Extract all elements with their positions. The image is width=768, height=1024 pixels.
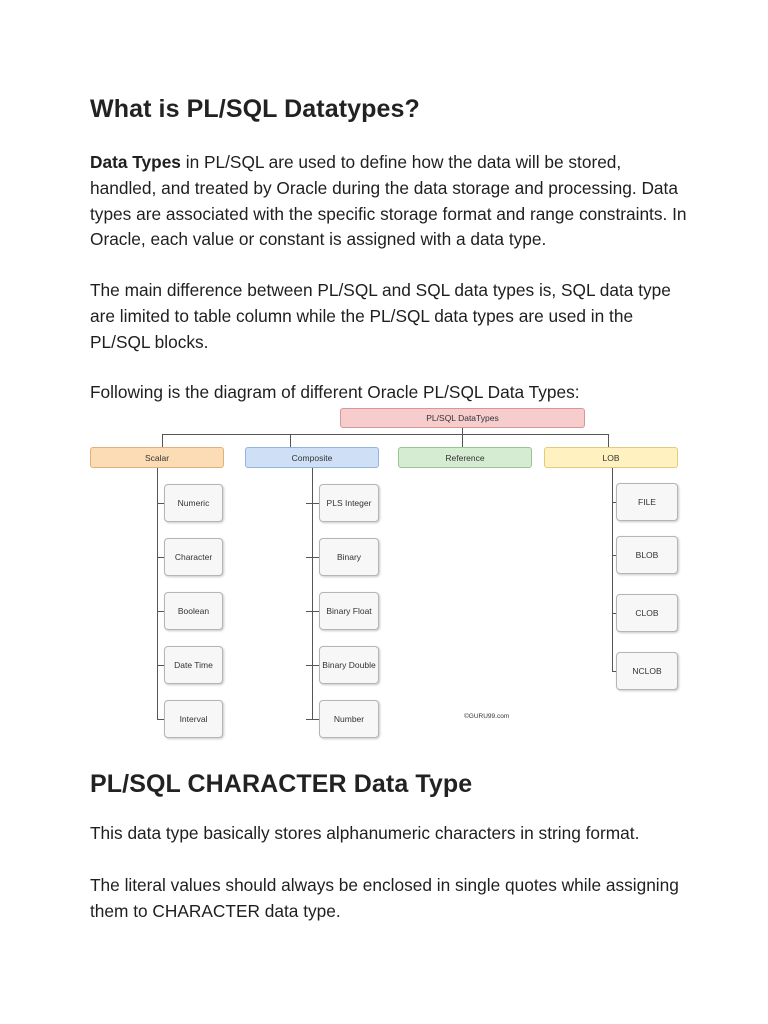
composite-node: Number (319, 700, 379, 738)
scalar-node: Interval (164, 700, 223, 738)
connector-line (157, 557, 164, 558)
connector-line (306, 665, 319, 666)
connector-line (157, 665, 164, 666)
connector-line (162, 434, 608, 435)
lob-node: NCLOB (616, 652, 678, 690)
scalar-node: Character (164, 538, 223, 576)
diagram-root-node: PL/SQL DataTypes (340, 408, 585, 428)
character-paragraph-1: This data type basically stores alphanumeric characters in string format. (90, 823, 640, 843)
lob-node: CLOB (616, 594, 678, 632)
connector-line (157, 503, 164, 504)
connector-line (306, 557, 319, 558)
connector-line (157, 611, 164, 612)
composite-node: Binary Float (319, 592, 379, 630)
intro-text: in PL/SQL are used to define how the data will be stored, handled, and treated by Oracle during the data storage and processing. Data types are associated with the specific storage format and range constraints. In Oracle, each value or constant is assigned with a data type. (90, 152, 687, 250)
connector-line (157, 719, 164, 720)
connector-line (312, 468, 313, 720)
lob-node: BLOB (616, 536, 678, 574)
lob-node: FILE (616, 483, 678, 521)
category-composite: Composite (245, 447, 379, 468)
scalar-node: Boolean (164, 592, 223, 630)
connector-line (612, 468, 613, 672)
connector-line (608, 434, 609, 447)
connector-line (162, 434, 163, 447)
diagram-intro-paragraph: Following is the diagram of different Oracle PL/SQL Data Types: (90, 382, 580, 402)
category-reference: Reference (398, 447, 532, 468)
connector-line (306, 611, 319, 612)
intro-bold-term: Data Types (90, 152, 181, 172)
connector-line (306, 719, 319, 720)
datatypes-diagram (88, 404, 680, 744)
page-title: What is PL/SQL Datatypes? (90, 95, 420, 123)
connector-line (306, 503, 319, 504)
character-paragraph-2: The literal values should always be enclosed in single quotes while assigning them to CHARACTER data type. (90, 875, 679, 921)
section-heading: PL/SQL CHARACTER Data Type (90, 770, 473, 798)
difference-paragraph: The main difference between PL/SQL and SQL data types is, SQL data type are limited to table column while the PL/SQL data types are used in the PL/SQL blocks. (90, 280, 671, 352)
composite-node: PLS Integer (319, 484, 379, 522)
connector-line (290, 434, 291, 447)
composite-node: Binary (319, 538, 379, 576)
diagram-watermark: ©GURU99.com (464, 713, 510, 720)
scalar-node: Numeric (164, 484, 223, 522)
scalar-node: Date Time (164, 646, 223, 684)
connector-line (157, 468, 158, 720)
connector-line (462, 434, 463, 447)
composite-node: Binary Double (319, 646, 379, 684)
category-lob: LOB (544, 447, 678, 468)
intro-paragraph (90, 150, 690, 253)
category-scalar: Scalar (90, 447, 224, 468)
